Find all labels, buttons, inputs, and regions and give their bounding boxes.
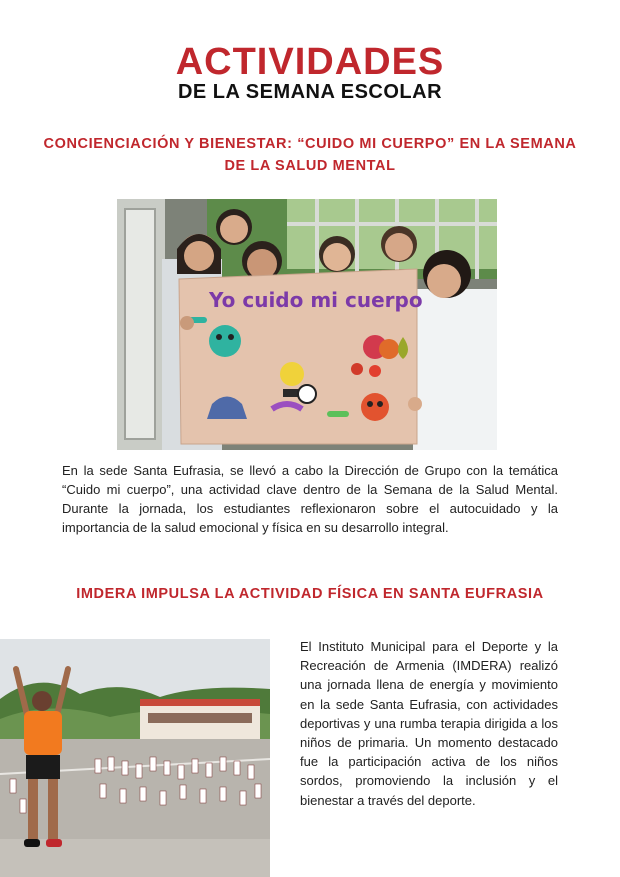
section-heading-imdera: IMDERA IMPULSA LA ACTIVIDAD FÍSICA EN SANTA EUFRASIA	[76, 586, 544, 602]
section-body-cuido-mi-cuerpo: En la sede Santa Eufrasia, se llevó a cabo la Dirección de Grupo con la temática “Cuido mi cuerpo”, una actividad clave dentro de la Semana de la Salud Mental. Durante la jornada, los estudiantes reflexionaron sobre el autocuidado y la importancia de la salud emocional y física en su desarrollo integral.	[62, 463, 558, 535]
section-body-imdera: El Instituto Municipal para el Deporte y la Recreación de Armenia (IMDERA) realizó una jornada llena de energía y movimiento en la sede Santa Eufrasia, con actividades deportivas y una rumba terapia dirigida a los niños de primaria. Un momento destacado fue la participación activa de los niños sordos, promoviendo la inclusión y el bienestar a través del deporte.	[300, 639, 558, 808]
sports-activity-illustration	[0, 639, 270, 877]
page-subtitle: DE LA SEMANA ESCOLAR	[177, 81, 443, 103]
sports-activity-photo	[0, 639, 270, 877]
students-poster-illustration	[117, 199, 497, 450]
students-poster-photo	[117, 199, 497, 450]
poster-title: Yo cuido mi cuerpo	[209, 288, 423, 312]
page-title: ACTIVIDADES	[175, 41, 445, 83]
section-heading-cuido-mi-cuerpo: CONCIENCIACIÓN Y BIENESTAR: “CUIDO MI CUERPO” EN LA SEMANA DE LA SALUD MENTAL	[43, 136, 577, 174]
